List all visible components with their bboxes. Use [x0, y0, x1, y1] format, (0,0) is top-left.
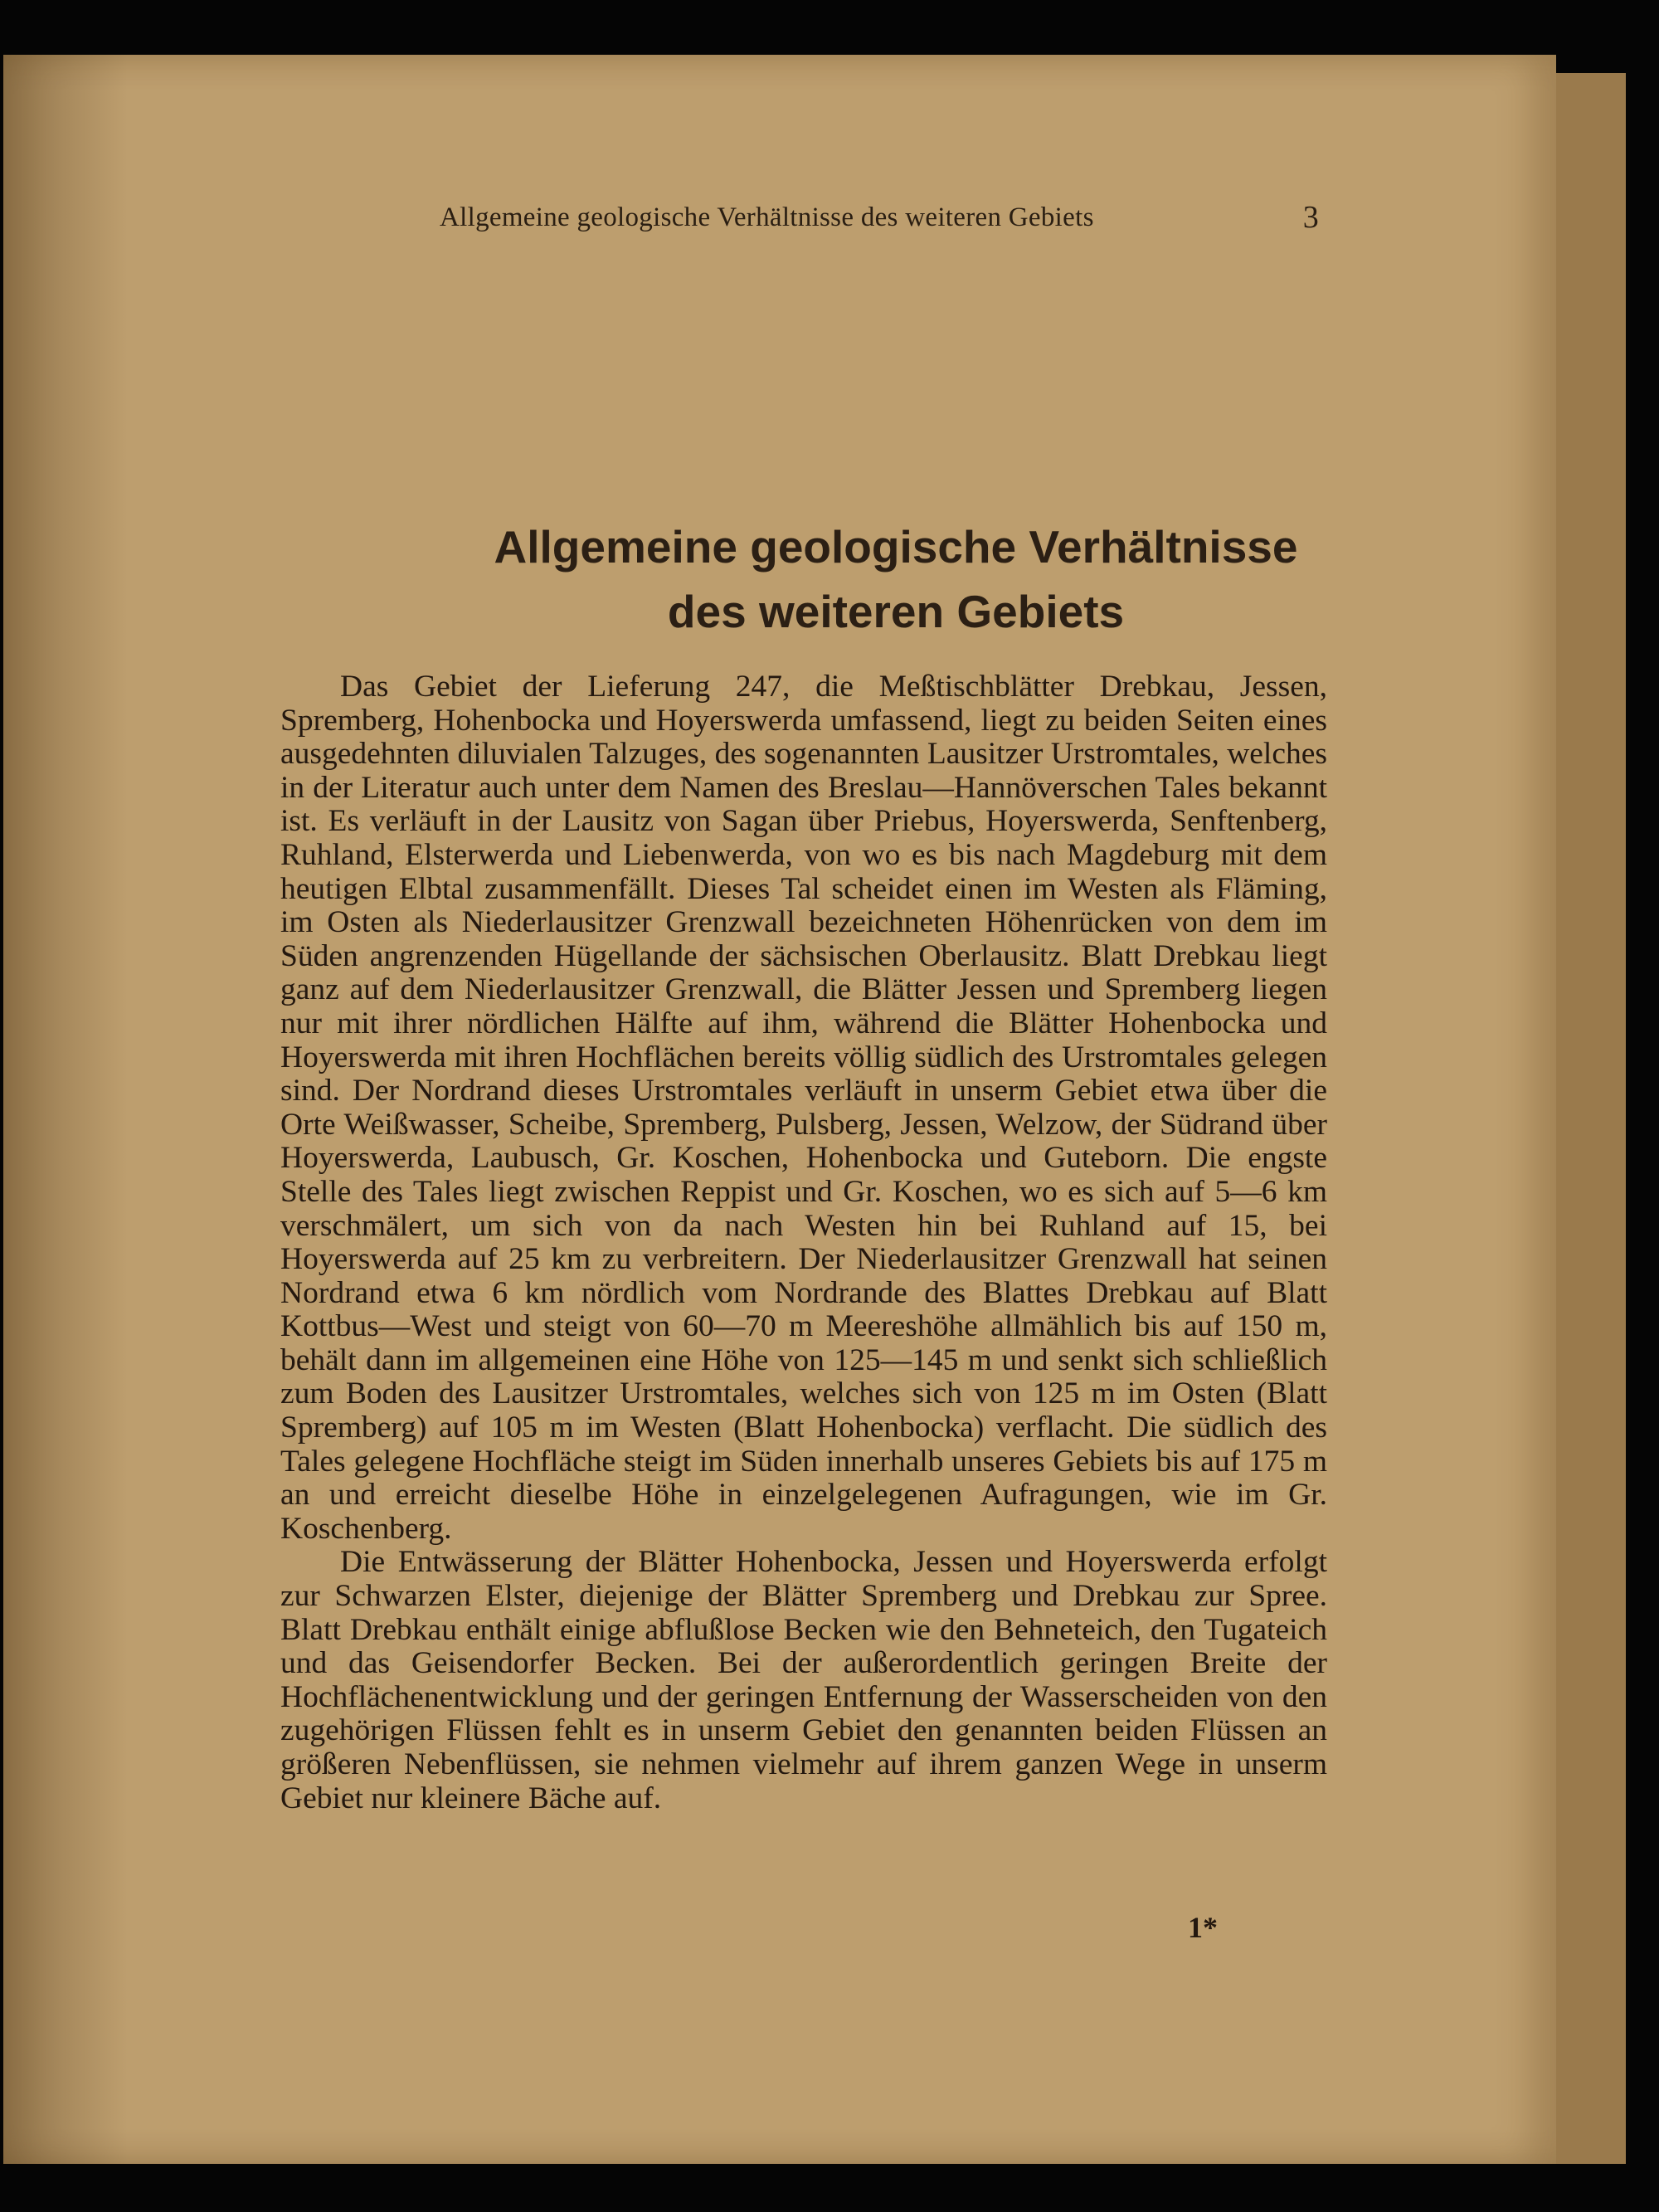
body-text: [280, 670, 1327, 1815]
paragraph-2: Die Entwässerung der Blätter Hohenbocka, Jessen und Hoyerswerda erfolgt zur Schwarzen Elster, diejenige der Blätter Spremberg und Drebkau zur Spree. Blatt Drebkau enthält einige abflußlose Becken wie den Behneteich, den Tugateich und das Geisendorfer Becken. Bei der außerordentlich geringen Breite der Hochflächenentwicklung und der geringen Entfernung der Wasserscheiden von den zugehörigen Flüssen fehlt es in unserm Gebiet den genannten beiden Flüssen an größeren Nebenflüssen, sie nehmen vielmehr auf ihrem ganzen Wege in unserm Gebiet nur kleinere Bäche auf.: [280, 1545, 1327, 1815]
spine-shadow: [3, 55, 128, 2164]
running-title: Allgemeine geologische Verhältnisse des weiteren Gebiets: [440, 202, 1094, 232]
page-number: 3: [1302, 200, 1319, 235]
chapter-title-line-2: des weiteren Gebiets: [667, 586, 1125, 637]
signature-mark: 1*: [1188, 1911, 1218, 1944]
running-head: [440, 202, 1319, 244]
paragraph-1: Das Gebiet der Lieferung 247, die Meßtischblätter Drebkau, Jessen, Spremberg, Hohenbocka und Hoyerswerda umfassend, liegt zu beiden Seiten eines ausgedehnten diluvialen Talzuges, des sogenannten Lausitzer Urstromtales, welches in der Literatur auch unter dem Namen des Breslau—Hannöverschen Tales bekannt ist. Es verläuft in der Lausitz von Sagan über Priebus, Hoyerswerda, Senftenberg, Ruhland, Elsterwerda und Liebenwerda, von wo es bis nach Magdeburg mit dem heutigen Elbtal zusammenfällt. Dieses Tal scheidet einen im Westen als Fläming, im Osten als Niederlausitzer Grenzwall bezeichneten Höhenrücken von dem im Süden angrenzenden Hügellande der sächsischen Oberlausitz. Blatt Drebkau liegt ganz auf dem Niederlausitzer Grenzwall, die Blätter Jessen und Spremberg liegen nur mit ihrer nördlichen Hälfte auf ihm, während die Blätter Hohenbocka und Hoyerswerda mit ihren Hochflächen bereits völlig südlich des Urstromtales gelegen sind. Der Nordrand dieses Urstromtales verläuft in unserm Gebiet etwa über die Orte Weißwasser, Scheibe, Spremberg, Pulsberg, Jessen, Welzow, der Südrand über Hoyerswerda, Laubusch, Gr. Koschen, Hohenbocka und Guteborn. Die engste Stelle des Tales liegt zwischen Reppist und Gr. Koschen, wo es sich auf 5—6 km verschmälert, um sich von da nach Westen hin bei Ruhland auf 15, bei Hoyerswerda auf 25 km zu verbreitern. Der Niederlausitzer Grenzwall hat seinen Nordrand etwa 6 km nördlich vom Nordrande des Blattes Drebkau auf Blatt Kottbus—West und steigt von 60—70 m Meereshöhe allmählich bis auf 150 m, behält dann im allgemeinen eine Höhe von 125—145 m und senkt sich schließlich zum Boden des Lausitzer Urstromtales, welches sich von 125 m im Osten (Blatt Spremberg) auf 105 m im Westen (Blatt Hohenbocka) verflacht. Die südlich des Tales gelegene Hochfläche steigt im Süden innerhalb unseres Gebiets bis auf 175 m an und erreicht dieselbe Höhe in einzelgelegenen Aufragungen, wie im Gr. Koschenberg.: [280, 670, 1327, 1546]
chapter-title-line-1: Allgemeine geologische Verhältnisse: [494, 521, 1298, 572]
chapter-title: [315, 514, 1477, 644]
